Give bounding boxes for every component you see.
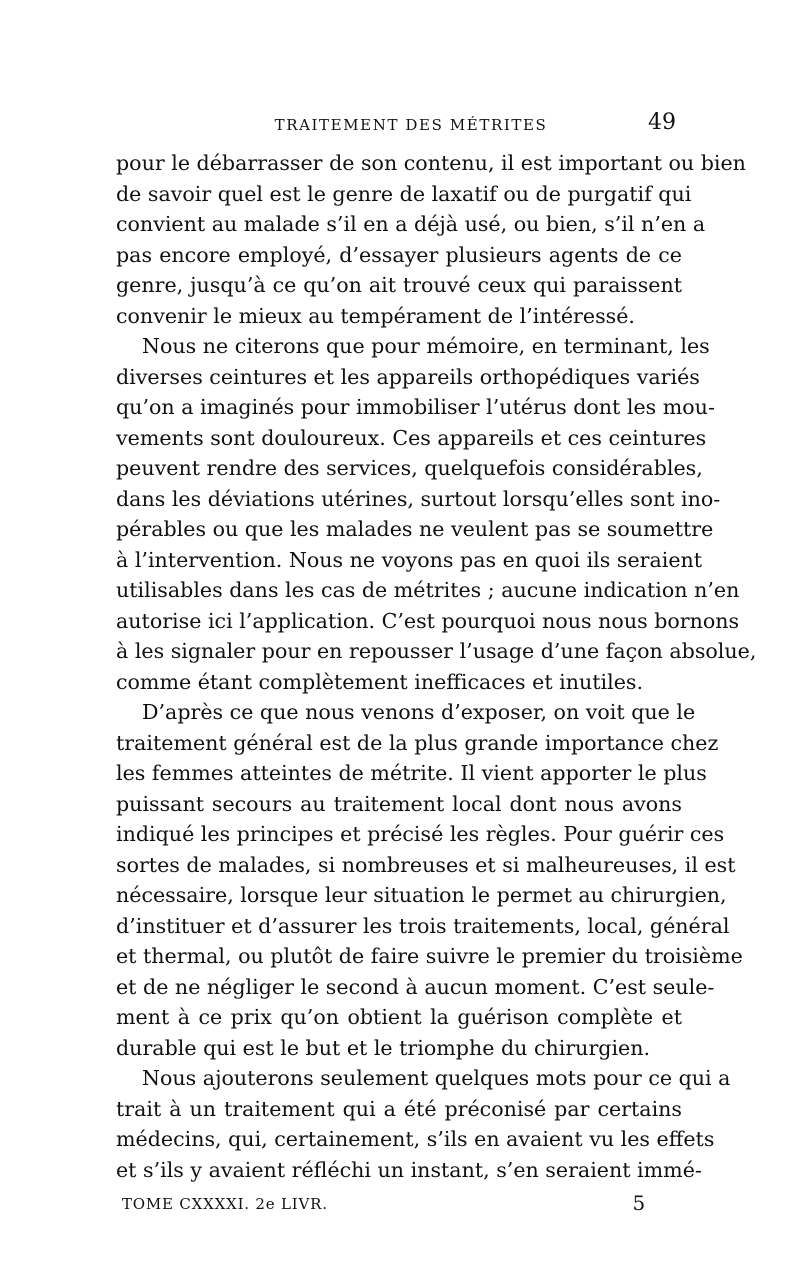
text-line: de savoir quel est le genre de laxatif ou de purgatif qui [116,181,692,206]
text-line: comme étant complètement inefficaces et inutiles. [116,669,644,694]
text-line: trait à un traitement qui a été préconisé par certains [116,1096,682,1121]
text-line: médecins, qui, certainement, s’ils en avaient vu les effets [116,1127,715,1151]
text-line: et s’ils y avaient réfléchi un instant, s’en seraient immé- [116,1157,702,1182]
text-line: ment à ce prix qu’on obtient la guérison complète et [116,1005,682,1029]
paragraph-start-line: Nous ne citerons que pour mémoire, en terminant, les [142,334,710,358]
text-line: convenir le mieux au tempérament de l’intéressé. [116,303,635,328]
text-line: et de ne négliger le second à aucun moment. C’est seule- [116,974,715,999]
body-text [116,148,757,1185]
text-line: vements sont douloureux. Ces appareils et ces ceintures [116,425,707,450]
text-line: sortes de malades, si nombreuses et si malheureuses, il est [116,852,736,877]
text-line: pérables ou que les malades ne veulent pas se soumettre [116,517,714,541]
book-page [116,108,757,1215]
text-line: à les signaler pour en repousser l’usage d’une façon absolue, [116,639,757,663]
text-line: à l’intervention. Nous ne voyons pas en quoi ils seraient [116,547,703,572]
text-line: qu’on a imaginés pour immobiliser l’utérus dont les mou- [116,395,715,419]
running-head [116,108,682,144]
paragraph-start-line: D’après ce que nous venons d’exposer, on voit que le [142,700,696,724]
text-line: durable qui est le but et le triomphe du chirurgien. [116,1035,651,1060]
text-line: indiqué les principes et précisé les règles. Pour guérir ces [116,822,725,846]
running-title: TRAITEMENT DES MÉTRITES [274,116,548,134]
text-line: autorise ici l’application. C’est pourquoi nous nous bornons [116,608,740,633]
text-line: utilisables dans les cas de métrites ; aucune indication n’en [116,578,740,602]
signature-mark: TOME CXXXXI. 2e LIVR. [122,1195,328,1213]
text-line: les femmes atteintes de métrite. Il vient apporter le plus [116,761,707,785]
paragraph-start-line: Nous ajouterons seulement quelques mots pour ce qui a [142,1066,731,1090]
text-line: genre, jusqu’à ce qu’on ait trouvé ceux qui paraissent [116,273,682,297]
text-line: convient au malade s’il en a déjà usé, ou bien, s’il n’en a [116,212,706,236]
text-line: traitement général est de la plus grande importance chez [116,730,719,755]
page-footer [116,1191,682,1221]
text-line: pour le débarrasser de son contenu, il est important ou bien [116,151,746,175]
signature-number: 5 [632,1191,646,1215]
text-line: et thermal, ou plutôt de faire suivre le premier du troisième [116,944,743,968]
text-line: nécessaire, lorsque leur situation le permet au chirurgien, [116,883,727,907]
text-line: dans les déviations utérines, surtout lorsqu’elles sont ino- [116,486,721,511]
page-number: 49 [648,110,676,135]
text-line: puissant secours au traitement local dont nous avons [116,791,682,816]
text-line: diverses ceintures et les appareils orthopédiques variés [116,364,700,389]
text-line: peuvent rendre des services, quelquefois considérables, [116,456,703,480]
text-line: d’instituer et d’assurer les trois traitements, local, général [116,913,730,938]
text-line: pas encore employé, d’essayer plusieurs agents de ce [116,242,682,267]
